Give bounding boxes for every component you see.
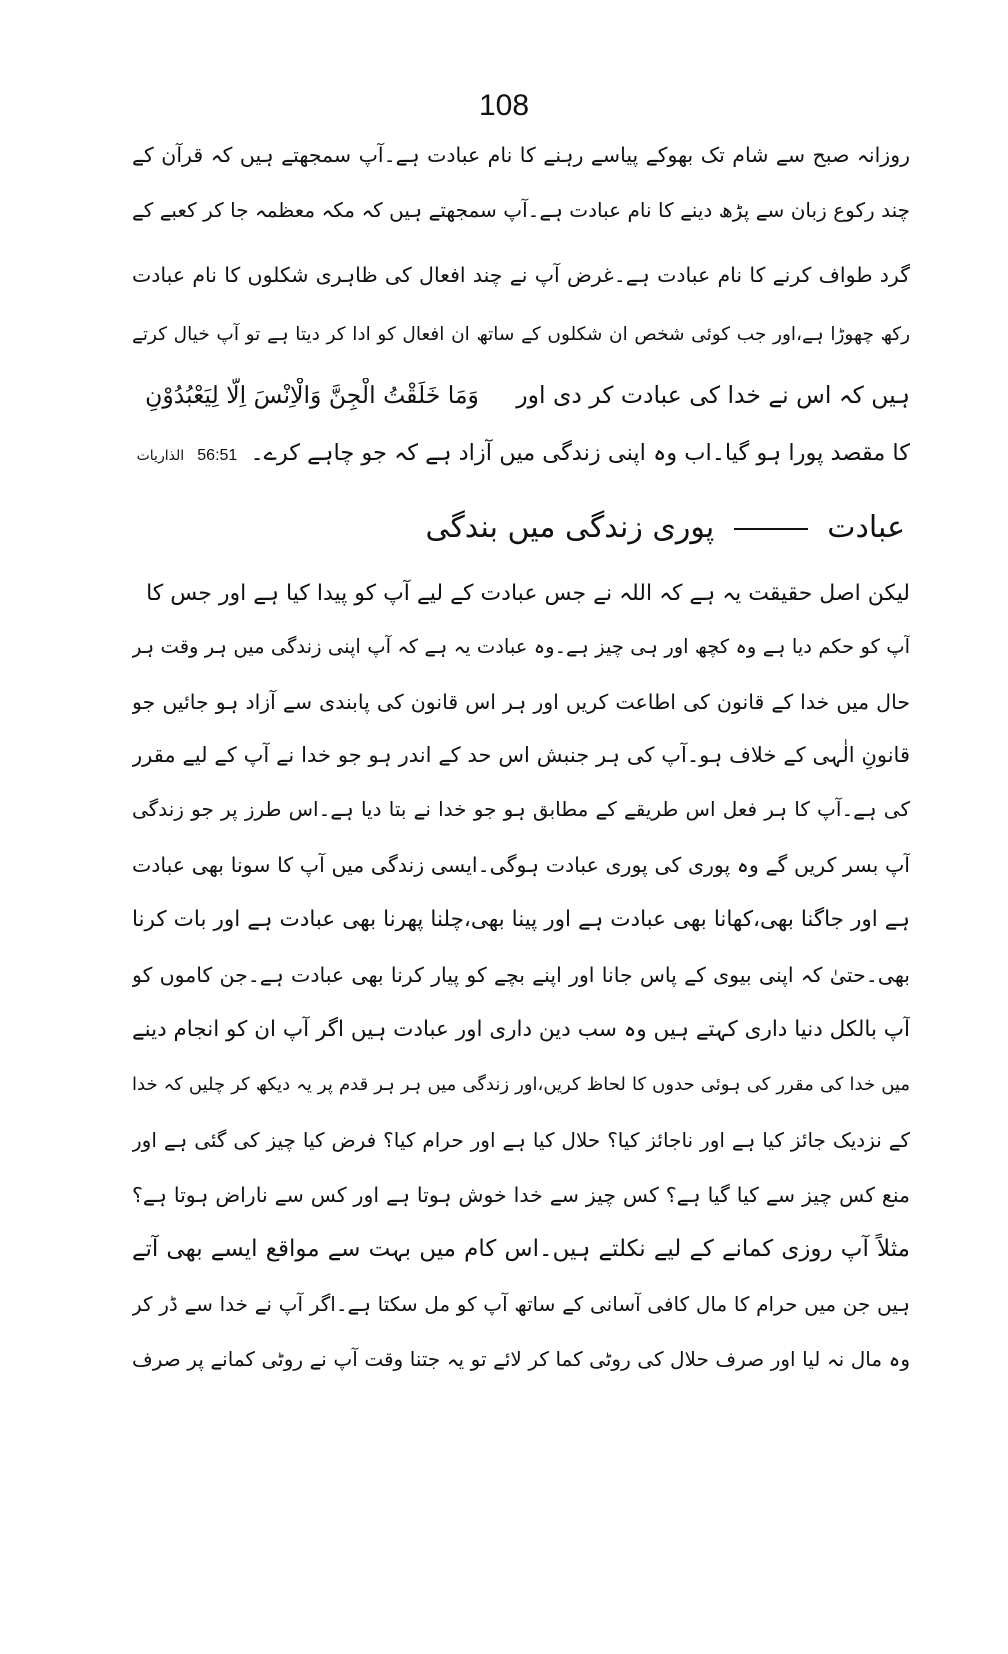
citation-line [132,436,910,473]
paragraph-2-line: ہیں جن میں حرام کا مال کافی آسانی کے ساتھ آپ کو مل سکتا ہے۔اگر آپ نے خدا سے ڈر کر [132,1292,910,1316]
paragraph-2-line: ہے اور جاگنا بھی،کھانا بھی عبادت ہے اور پینا بھی،چلنا پھرنا بھی عبادت ہے اور بات کرنا [132,907,910,932]
paragraph-2-line: کی ہے۔آپ کا ہر فعل اس طریقے کے مطابق ہو جو خدا نے بتا دیا ہے۔اس طرز پر جو زندگی [132,797,910,821]
paragraph-2-line: آپ بسر کریں گے وہ پوری کی پوری عبادت ہوگی۔ایسی زندگی میں آپ کا سونا بھی عبادت [132,853,910,877]
quran-verse: وَمَا خَلَقْتُ الْجِنَّ وَالْاِنْسَ اِلَّا لِيَعْبُدُوْنِ [145,381,479,409]
citation-surah-name: الذاریات [136,448,185,464]
paragraph-2-line: آپ بالکل دنیا داری کہتے ہیں وہ سب دین داری اور عبادت ہیں اگر آپ ان کو انجام دینے [132,1017,910,1042]
verse-line-text: ہیں کہ اس نے خدا کی عبادت کر دی اور [516,381,910,409]
paragraph-2-line: میں خدا کی مقرر کی ہوئی حدوں کا لحاظ کریں،اور زندگی میں ہر ہر قدم پر یہ دیکھ کر چلیں کہ خدا [132,1074,910,1095]
section-heading-part-1: عبادت [827,510,905,545]
section-heading-part-2: پوری زندگی میں بندگی [425,510,715,545]
page-number: 108 [478,89,530,122]
paragraph-2-line: مثلاً آپ روزی کمانے کے لیے نکلتے ہیں۔اس کام میں بہت سے مواقع ایسے بھی آتے [132,1236,910,1262]
section-heading [400,508,905,548]
paragraph-1-line: رکھ چھوڑا ہے،اور جب کوئی شخص ان شکلوں کے ساتھ ان افعال کو ادا کر دیتا ہے تو آپ خیال کرتے [132,324,910,345]
paragraph-1-line: چند رکوع زبان سے پڑھ دینے کا نام عبادت ہے۔آپ سمجھتے ہیں کہ مکہ معظمہ جا کر کعبے کے [132,198,910,222]
paragraph-1-line: گرد طواف کرنے کا نام عبادت ہے۔غرض آپ نے چند افعال کی ظاہری شکلوں کا نام عبادت [132,263,910,287]
heading-dash [734,528,808,530]
citation-reference: 56:51 [197,447,238,464]
paragraph-2-line: قانونِ الٰہی کے خلاف ہو۔آپ کی ہر جنبش اس حد کے اندر ہو جو خدا نے آپ کے لیے مقرر [132,743,910,767]
paragraph-2-line: منع کس چیز سے کیا گیا ہے؟ کس چیز سے خدا خوش ہوتا ہے اور کس سے ناراض ہوتا ہے؟ [132,1183,910,1207]
paragraph-2-line: لیکن اصل حقیقت یہ ہے کہ اللہ نے جس عبادت کے لیے آپ کو پیدا کیا ہے اور جس کا [146,581,910,606]
paragraph-2-line: حال میں خدا کے قانون کی اطاعت کریں اور ہر اس قانون کی پابندی سے آزاد ہو جائیں جو [132,690,910,714]
paragraph-2-line: آپ کو حکم دیا ہے وہ کچھ اور ہی چیز ہے۔وہ عبادت یہ ہے کہ آپ اپنی زندگی میں ہر وقت ہر [132,635,910,658]
paragraph-2-line: بھی۔حتیٰ کہ اپنی بیوی کے پاس جانا اور اپنے بچے کو پیار کرنا بھی عبادت ہے۔جن کاموں کو [132,963,910,987]
paragraph-2-line: کے نزدیک جائز کیا ہے اور ناجائز کیا؟ حلال کیا ہے اور حرام کیا؟ فرض کیا چیز کی گئی ہے اور [132,1128,910,1152]
paragraph-1-line: روزانہ صبح سے شام تک بھوکے پیاسے رہنے کا نام عبادت ہے۔آپ سمجھتے ہیں کہ قرآن کے [132,143,910,167]
citation-line-text: کا مقصد پورا ہو گیا۔اب وہ اپنی زندگی میں آزاد ہے کہ جو چاہے کرے۔ [250,440,910,466]
verse-line [132,378,910,412]
paragraph-2-line: وہ مال نہ لیا اور صرف حلال کی روٹی کما کر لائے تو یہ جتنا وقت آپ نے روٹی کمانے پر صرف [132,1347,910,1371]
